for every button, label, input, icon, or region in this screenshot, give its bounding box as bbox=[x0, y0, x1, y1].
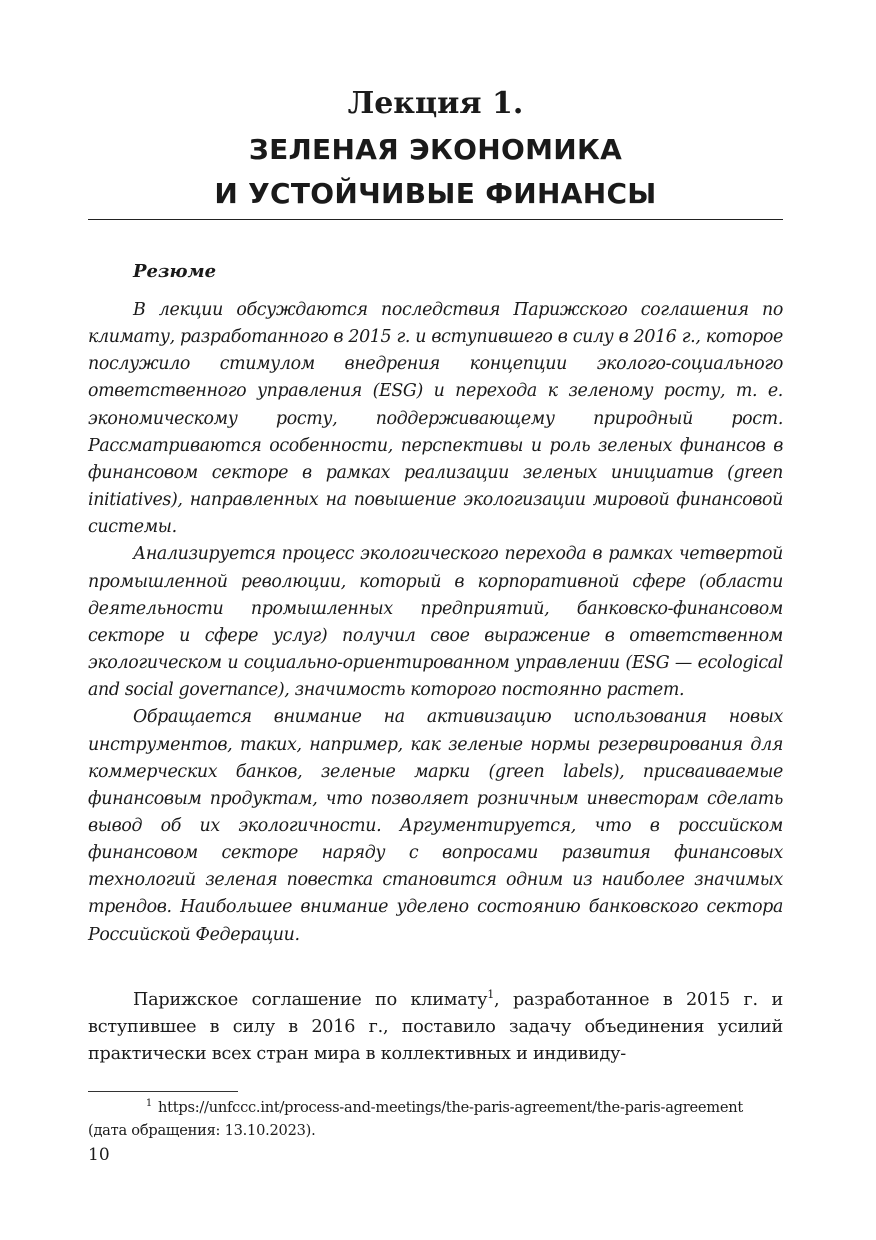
body-paragraph-start: Парижское соглашение по климату bbox=[133, 990, 488, 1010]
heading-divider bbox=[88, 219, 783, 220]
summary-paragraph-3: Обращается внимание на активизацию использования новых инструментов, таких, например, как зеленые нормы резервирования для коммерческих банков, зеленые марки (green labels), присваиваемые финансовым продуктам, что позволяет розничным инвесторам сделать вывод об их экологичности. Аргументируется, что в российском финансовом секторе наряду с вопросами развития финансовых технологий зеленая повестка становится одним из наиболее значимых трендов. Наибольшее внимание уделено состоянию банковского сектора Российской Федерации. bbox=[88, 707, 783, 945]
lecture-heading bbox=[88, 84, 783, 216]
footnote bbox=[88, 1096, 783, 1142]
summary-title: Резюме bbox=[133, 261, 217, 282]
footnote-text: https://unfccc.int/process-and-meetings/the-paris-agreement/the-paris-agreement (дата обращения: 13.10.2023). bbox=[88, 1099, 744, 1139]
summary-paragraph-2: Анализируется процесс экологического перехода в рамках четвертой промышленной революции, который в корпоративной сфере (области деятельности промышленных предприятий, банковско-финансовом секторе и сфере услуг) получил свое выражение в ответственном экологическом и социально-ориентированном управлении (ESG — ecological and social governance), значимость которого постоянно растет. bbox=[88, 544, 783, 701]
summary-block bbox=[88, 297, 783, 949]
lecture-number: Лекция 1. bbox=[347, 86, 524, 121]
page-number: 10 bbox=[88, 1145, 110, 1165]
book-page bbox=[88, 0, 783, 1240]
lecture-title-line-2: И УСТОЙЧИВЫЕ ФИНАНСЫ bbox=[214, 177, 657, 210]
footnote-mark: 1 bbox=[145, 1098, 152, 1109]
lecture-title-line-1: ЗЕЛЕНАЯ ЭКОНОМИКА bbox=[248, 133, 623, 166]
footnote-divider bbox=[88, 1091, 238, 1092]
body-paragraph bbox=[88, 987, 783, 1069]
summary-paragraph-1: В лекции обсуждаются последствия Парижского соглашения по климату, разработанного в 2015 г. и вступившего в силу в 2016 г., которое послужило стимулом внедрения концепции эколого-социального ответственного управления (ESG) и перехода к зеленому росту, т. е. экономическому росту, поддерживающему природный рост. Рассматриваются особенности, перспективы и роль зеленых финансов в финансовом секторе в рамках реализации зеленых инициатив (green initiatives), направленных на повышение экологизации мировой финансовой системы. bbox=[88, 300, 783, 538]
body-text bbox=[88, 987, 783, 1069]
footnote-reference[interactable]: 1 bbox=[487, 988, 495, 1002]
body-paragraph-rest: , разработанное в 2015 г. и вступившее в силу в 2016 г., поставило задачу объединения усилий практически всех стран мира в коллективных и индивиду- bbox=[88, 990, 783, 1065]
